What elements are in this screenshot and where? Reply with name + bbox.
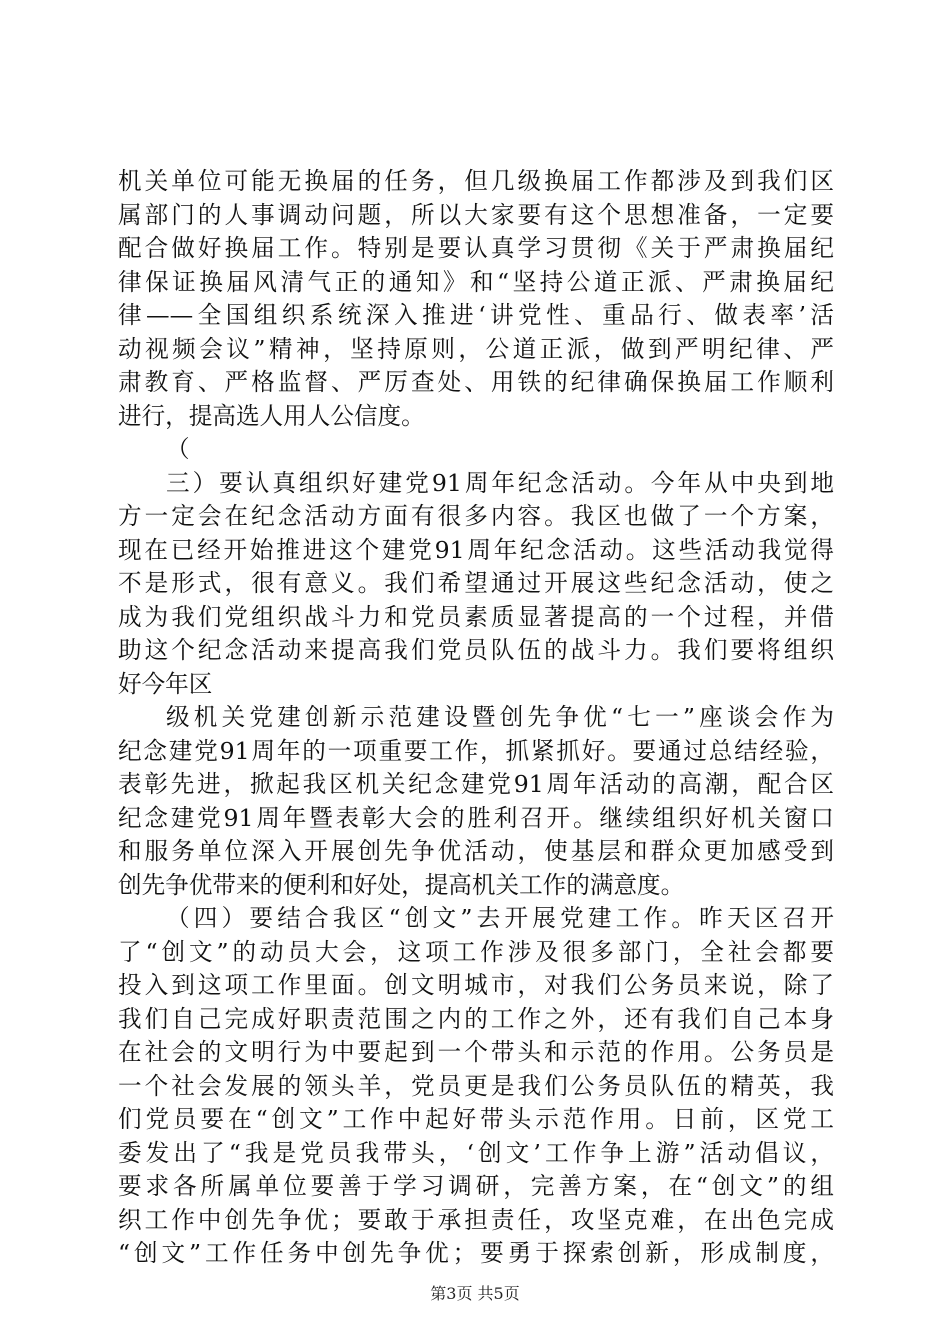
- text-line: （四）要结合我区“创文”去开展党建工作。昨天区召开: [166, 904, 834, 932]
- text-line: 和服务单位深入开展创先争优活动，使基层和群众更加感受到: [118, 837, 834, 865]
- text-line: 一个社会发展的领头羊，党员更是我们公务员队伍的精英，我: [118, 1072, 834, 1100]
- text-line: 要求各所属单位要善于学习调研，完善方案，在“创文”的组: [118, 1172, 834, 1200]
- text-line: 律保证换届风清气正的通知》和“坚持公道正派、严肃换届纪: [118, 268, 834, 296]
- text-line: 们党员要在“创文”工作中起好带头示范作用。日前，区党工: [118, 1105, 834, 1133]
- text-line: 创先争优带来的便利和好处，提高机关工作的满意度。: [118, 871, 685, 899]
- text-line: 好今年区: [118, 670, 213, 698]
- text-line: 了“创文”的动员大会，这项工作涉及很多部门，全社会都要: [118, 938, 834, 966]
- text-line: 律——全国组织系统深入推进‘讲党性、重品行、做表率’活: [118, 301, 834, 329]
- text-line: 机关单位可能无换届的任务，但几级换届工作都涉及到我们区: [118, 167, 834, 195]
- text-line: 我们自己完成好职责范围之内的工作之外，还有我们自己本身: [118, 1005, 834, 1033]
- text-line: 方一定会在纪念活动方面有很多内容。我区也做了一个方案，: [118, 502, 834, 530]
- text-line: 委发出了“我是党员我带头，‘创文’工作争上游”活动倡议，: [118, 1139, 834, 1167]
- text-line: 属部门的人事调动问题，所以大家要有这个思想准备，一定要: [118, 201, 834, 229]
- text-line: 不是形式，很有意义。我们希望通过开展这些纪念活动，使之: [118, 569, 834, 597]
- text-line: 配合做好换届工作。特别是要认真学习贯彻《关于严肃换届纪: [118, 234, 834, 262]
- text-line: “创文”工作任务中创先争优；要勇于探索创新，形成制度，: [118, 1239, 834, 1267]
- text-line: 在社会的文明行为中要起到一个带头和示范的作用。公务员是: [118, 1038, 834, 1066]
- text-line: 进行，提高选人用人公信度。: [118, 402, 425, 430]
- text-line: 纪念建党91周年的一项重要工作，抓紧抓好。要通过总结经验，: [118, 737, 834, 765]
- text-line: 纪念建党91周年暨表彰大会的胜利召开。继续组织好机关窗口: [118, 804, 834, 832]
- text-line: 成为我们党组织战斗力和党员素质显著提高的一个过程，并借: [118, 603, 834, 631]
- text-line: 三）要认真组织好建党91周年纪念活动。今年从中央到地: [166, 469, 834, 497]
- text-line: 动视频会议”精神，坚持原则，公道正派，做到严明纪律、严: [118, 335, 834, 363]
- text-line: 级机关党建创新示范建设暨创先争优“七一”座谈会作为: [166, 703, 834, 731]
- text-line: （: [166, 435, 190, 463]
- text-line: 肃教育、严格监督、严厉查处、用铁的纪律确保换届工作顺利: [118, 368, 834, 396]
- page-number-footer: 第3页 共5页: [430, 1284, 520, 1303]
- text-line: 现在已经开始推进这个建党91周年纪念活动。这些活动我觉得: [118, 536, 834, 564]
- text-line: 投入到这项工作里面。创文明城市，对我们公务员来说，除了: [118, 971, 834, 999]
- text-line: 表彰先进，掀起我区机关纪念建党91周年活动的高潮，配合区: [118, 770, 834, 798]
- text-line: 助这个纪念活动来提高我们党员队伍的战斗力。我们要将组织: [118, 636, 834, 664]
- text-line: 织工作中创先争优；要敢于承担责任，攻坚克难，在出色完成: [118, 1206, 834, 1234]
